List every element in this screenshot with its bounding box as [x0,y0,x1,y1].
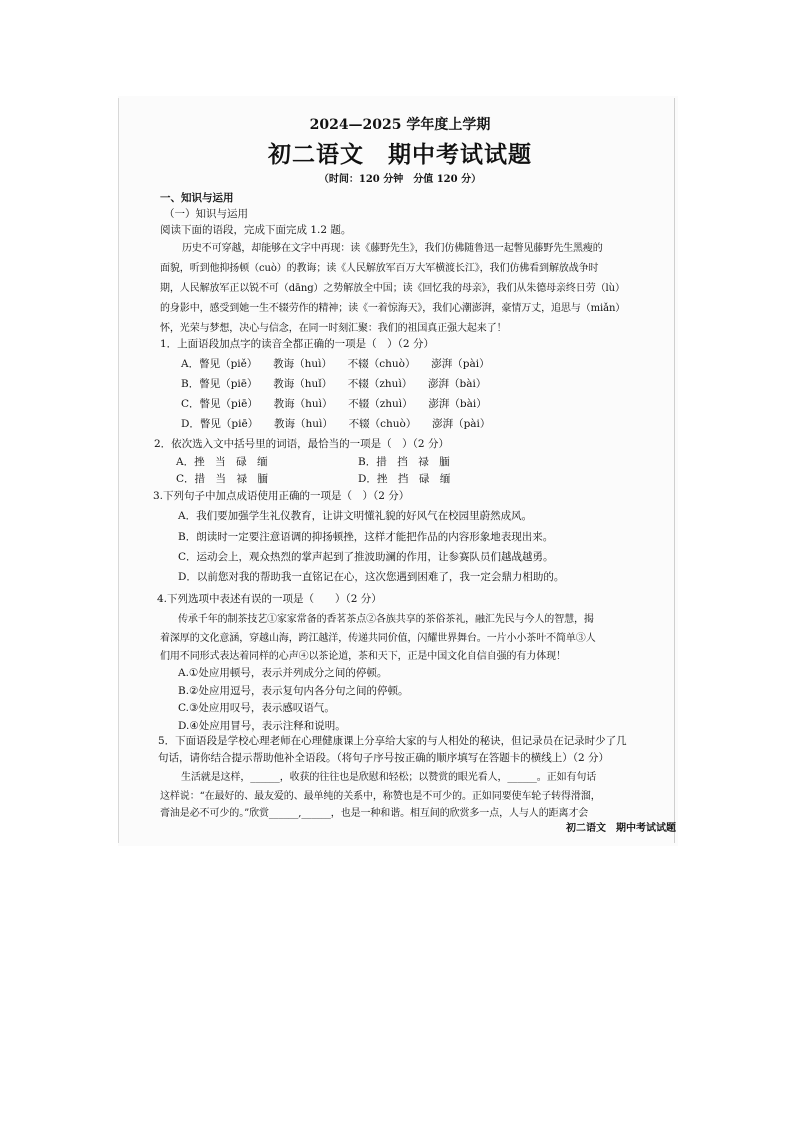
question-4-option-b: B.②处应用逗号，表示复句内各分句之间的停顿。 [178,685,409,697]
reading-instruction: 阅读下面的语段，完成下面完成 1.2 题。 [160,224,352,236]
page-footer: 初二语文 期中考试试题 [566,823,676,834]
question-4-passage-line: 传承千年的制茶技艺①家家常备的香茗茶点②各族共享的茶俗茶礼，融汇先民与今人的智慧，揭 [178,614,594,625]
passage-line: 面貌，听到他抑扬顿（cuò）的教诲；读《人民解放军百万大军横渡长江》，我们仿佛看到解放战争时 [160,263,599,274]
question-1-option-d: D．瞥见（piē） 教诲（huì） 不辍（chuò） 澎湃（pài） [181,418,491,430]
question-3-option-b: B．朗读时一定要注意语调的抑扬顿挫，这样才能把作品的内容形象地表现出来。 [178,531,554,543]
question-5-passage-line: 膏油是必不可少的。”欣赏______,______，也是一种和谐。相互间的欣赏多一点，人与人的距离才会 [160,808,589,819]
passage-line: 期，人民解放军正以锐不可（dāng）之势解放全中国；读《回忆我的母亲》，我们从朱德母亲终日劳（lù） [160,283,625,294]
question-4-stem: 4.下列选项中表述有误的一项是（ ）（2 分） [157,593,382,605]
question-3-option-d: D．以前您对我的帮助我一直铭记在心，这次您遇到困难了，我一定会鼎力相助的。 [178,571,565,583]
question-2-stem: 2．依次选入文中括号里的词语，最恰当的一项是（ ）（2 分） [154,438,449,450]
question-2-option-b: B．措 挡 禄 腼 [358,456,450,468]
question-1-option-a: A．瞥见（piě） 教诲（huì） 不辍（chuò） 澎湃（pài） [181,358,490,370]
question-5-passage-line: 生活就是这样，______，收获的往往也是欣慰和轻松；以赞赏的眼光看人，______。正如有句话 [181,772,597,783]
question-1-option-b: B．瞥见（piē） 教诲（huǐ） 不辍（zhuì） 澎湃（bài） [181,378,487,390]
paper-left-edge [118,98,119,843]
passage-line: 历史不可穿越，却能够在文字中再现：读《藤野先生》，我们仿佛随鲁迅一起瞥见藤野先生黑瘦的 [182,243,603,254]
question-5-passage-line: 这样说：“在最好的、最友爱的、最单纯的关系中，称赞也是不可少的。正如同要使车轮子转得滑溜， [160,791,601,802]
question-3-stem: 3.下列句子中加点成语使用正确的一项是（ ）（2 分） [153,490,410,502]
question-4-option-d: D.④处应用冒号，表示注释和说明。 [178,720,346,732]
question-2-option-d: D．挫 挡 碌 缅 [358,473,451,485]
question-4-option-c: C.③处应用叹号，表示感叹语气。 [178,702,335,714]
question-4-option-a: A.①处应用顿号，表示并列成分之间的停顿。 [178,667,388,679]
question-1-option-c: C．瞥见（piē） 教诲（huì） 不辍（zhuì） 澎湃（bài） [181,398,487,410]
exam-subtitle: （时间：120 分钟 分值 120 分） [318,174,482,185]
paper-right-edge [674,98,675,843]
question-5-stem: 句话，请你结合提示帮助他补全语段。（将句子序号按正确的顺序填写在答题卡的横线上）（2 分） [158,752,610,764]
sub-section-heading: （一）知识与运用 [164,208,248,220]
passage-line: 怀，光荣与梦想，决心与信念，在同一时刻汇聚：我们的祖国真正强大起来了！ [160,323,507,334]
section-heading: 一、知识与运用 [160,192,234,204]
question-4-passage-line: 们用不同形式表达着同样的心声④以茶论道，茶和天下，正是中国文化自信自强的有力体现！ [160,651,566,662]
question-5-stem: 5．下面语段是学校心理老师在心理健康课上分享给大家的与人相处的秘诀，但记录员在记录时少了几 [158,735,627,747]
question-3-option-c: C．运动会上，观众热烈的掌声起到了推波助澜的作用，让参赛队员们越战越勇。 [178,551,554,563]
question-2-option-c: C．措 当 禄 腼 [176,473,269,485]
year-term-heading: 2024—2025 学年度上学期 [309,117,491,133]
question-3-option-a: A．我们要加强学生礼仪教育，让讲文明懂礼貌的好风气在校园里蔚然成风。 [178,510,533,522]
exam-title: 初二语文 期中考试试题 [268,141,532,168]
question-2-option-a: A．挫 当 碌 缅 [176,456,268,468]
question-1-stem: 1．上面语段加点字的读音全都正确的一项是（ ）（2 分） [160,338,434,350]
question-4-passage-line: 着深厚的文化意涵，穿越山海，跨江越洋，传递共同价值，闪耀世界舞台。一片小小茶叶不简单③人 [160,633,596,644]
passage-line: 的身影中，感受到她一生不辍劳作的精神；读《一着惊海天》，我们心潮澎湃，豪情万丈，追思与（miǎn） [160,303,626,314]
